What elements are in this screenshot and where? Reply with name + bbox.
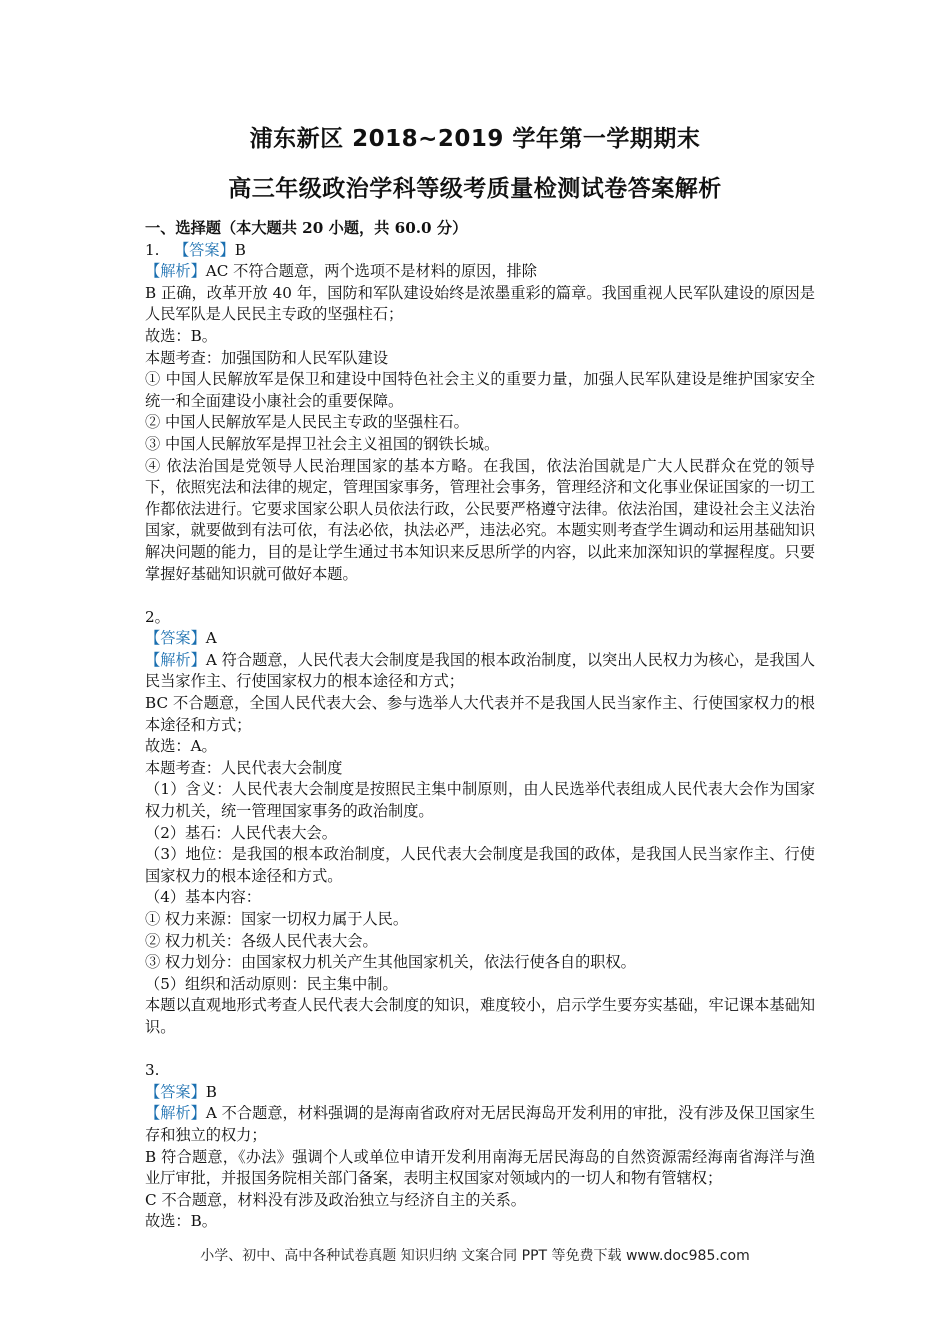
- q3-analysis: [145, 1103, 815, 1146]
- q2-line: （1）含义：人民代表大会制度是按照民主集中制原则，由人民选举代表组成人民代表大会作为国家权力机关，统一管理国家事务的政治制度。: [145, 780, 815, 821]
- q1-answer-value: B: [234, 240, 246, 259]
- q2-line: （3）地位：是我国的根本政治制度，人民代表大会制度是我国的政体，是我国人民当家作主、行使国家权力的根本途径和方式。: [145, 845, 815, 885]
- title-line-2: 高三年级政治学科等级考质量检测试卷答案解析: [228, 176, 722, 202]
- document-body: [145, 218, 815, 1233]
- q1-analysis: [145, 261, 815, 283]
- page-footer: 小学、初中、高中各种试卷真题 知识归纳 文案合同 PPT 等免费下载 www.doc985.com: [200, 1248, 750, 1264]
- q2-number: 2。: [145, 607, 170, 626]
- analysis-tag: 【解析】: [145, 262, 206, 281]
- q2-line: BC 不合题意，全国人民代表大会、参与选举人大代表并不是我国人民当家作主、行使国家权力的根本途径和方式；: [145, 694, 815, 734]
- analysis-tag: 【解析】: [145, 1104, 206, 1123]
- q3-line: C 不合题意，材料没有涉及政治独立与经济自主的关系。: [145, 1190, 526, 1209]
- analysis-tag: 【解析】: [145, 650, 206, 669]
- q1-analysis-text: AC 不符合题意，两个选项不是材料的原因，排除: [205, 262, 537, 281]
- q3-analysis-text: A 不合题意，材料强调的是海南省政府对无居民海岛开发利用的审批，没有涉及保卫国家生存和独立的权力；: [145, 1104, 816, 1144]
- q2-answer: [145, 628, 815, 650]
- answer-tag: 【答案】: [145, 629, 206, 648]
- q2-line: 故选：A。: [145, 737, 217, 756]
- section-heading: 一、选择题（本大题共 20 小题，共 60.0 分）: [145, 219, 468, 237]
- q2-line: （4）基本内容：: [145, 888, 261, 907]
- q3-line: B 符合题意，《办法》强调个人或单位申请开发利用南海无居民海岛的自然资源需经海南省海洋与渔业厅审批，并报国务院相关部门备案，表明主权国家对领域内的一切人和物有管辖权；: [145, 1147, 815, 1188]
- q3-answer-value: B: [205, 1082, 217, 1101]
- q2-line: ② 权力机关：各级人民代表大会。: [145, 931, 378, 950]
- answer-tag: 【答案】: [145, 1082, 206, 1101]
- q1-answer: [145, 240, 815, 262]
- q2-analysis-text: A 符合题意，人民代表大会制度是我国的根本政治制度，以突出人民权力为核心，是我国人民当家作主、行使国家权力的根本途径和方式；: [145, 650, 816, 691]
- q2-answer-value: A: [205, 629, 217, 648]
- q2-line: （2）基石：人民代表大会。: [145, 823, 337, 842]
- q1-line: 本题考查：加强国防和人民军队建设: [145, 348, 388, 367]
- q3-line: 故选：B。: [145, 1212, 217, 1231]
- q2-line: 本题以直观地形式考查人民代表大会制度的知识，难度较小，启示学生要夯实基础，牢记课本基础知识。: [145, 996, 815, 1036]
- q2-line: 本题考查：人民代表大会制度: [145, 758, 343, 777]
- q2-line: （5）组织和活动原则：民主集中制。: [145, 974, 398, 993]
- q1-line: 故选：B。: [145, 326, 217, 345]
- q3-number: 3.: [145, 1061, 160, 1080]
- q3-answer: [145, 1082, 815, 1104]
- q1-number: 1.: [145, 240, 160, 259]
- spacer: [145, 585, 815, 607]
- title-line-1: 浦东新区 2018~2019 学年第一学期期末: [249, 126, 701, 152]
- q2-analysis: [145, 650, 815, 693]
- q1-line: ④ 依法治国是党领导人民治理国家的基本方略。在我国，依法治国就是广大人民群众在党的领导下，依照宪法和法律的规定，管理国家事务，管理社会事务，管理经济和文化事业保证国家的一切工作都依法进行。它要求国家公职人员依法行政，公民要严格遵守法律。依法治国，建设社会主义法治国家，就要做到有法可依，有法必依，执法必严，违法必究。本题实则考查学生调动和运用基础知识解决问题的能力，目的是让学生通过书本知识来反思所学的内容，以此来加深知识的掌握程度。只要掌握好基础知识就可做好本题。: [145, 456, 815, 583]
- q1-line: ③ 中国人民解放军是捍卫社会主义祖国的钢铁长城。: [145, 434, 500, 453]
- q1-line: ② 中国人民解放军是人民民主专政的坚强柱石。: [145, 413, 469, 432]
- q1-line: ① 中国人民解放军是保卫和建设中国特色社会主义的重要力量，加强人民军队建设是维护国家安全统一和全面建设小康社会的重要保障。: [145, 370, 815, 410]
- q2-line: ① 权力来源：国家一切权力属于人民。: [145, 910, 409, 928]
- q2-line: ③ 权力划分：由国家权力机关产生其他国家机关，依法行使各自的职权。: [145, 953, 636, 972]
- q1-line: B 正确，改革开放 40 年，国防和军队建设始终是浓墨重彩的篇章。我国重视人民军队建设的原因是人民军队是人民民主专政的坚强柱石；: [145, 283, 815, 324]
- answer-tag: 【答案】: [173, 240, 235, 259]
- spacer: [145, 1039, 815, 1061]
